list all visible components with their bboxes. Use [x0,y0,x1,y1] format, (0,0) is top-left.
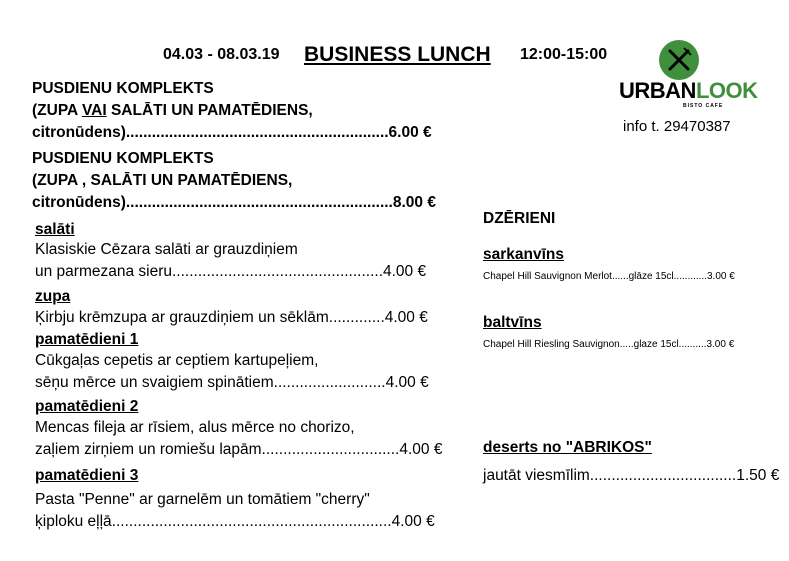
menu-item-price-line: un parmezana sieru.................................................4.00 € [35,263,427,280]
menu-item-price-line: Ķirbju krēmzupa ar grauzdiņiem un sēklām.............4.00 € [35,309,428,326]
section-heading-white-wine: baltvīns [483,314,542,331]
menu-item-desc: Cūkgaļas cepetis ar ceptiem kartupeļiem, [35,352,319,369]
menu-item-desc: Pasta "Penne" ar garnelēm un tomātiem "cherry" [35,491,370,508]
section-heading-main2: pamatēdieni 2 [35,398,139,415]
drinks-heading: DZĒRIENI [483,210,556,227]
menu-item-desc: Klasiskie Cēzara salāti ar grauzdiņiem [35,241,298,258]
brand-tagline: BISTO CAFE [683,103,724,109]
set2-title: PUSDIENU KOMPLEKTS [32,150,214,167]
brand-logo [619,78,758,104]
page-title: BUSINESS LUNCH [304,43,491,66]
section-heading-red-wine: sarkanvīns [483,246,564,263]
brand-look: LOOK [695,78,758,103]
drink-price-line: Chapel Hill Sauvignon Merlot......glāze 15cl............3.00 € [483,271,735,282]
lunch-hours: 12:00-15:00 [520,46,608,63]
section-heading-salati: salāti [35,221,75,238]
set1-title: PUSDIENU KOMPLEKTS [32,80,214,97]
menu-item-price-line: zaļiem zirņiem un romiešu lapām................................4.00 € [35,441,443,458]
menu-item-price-line: sēņu mērce un svaigiem spinātiem..........................4.00 € [35,374,429,391]
fork-knife-icon [659,40,699,80]
menu-item-price-line: ķiploku eļļā.................................................................4.00 € [35,513,435,530]
dessert-price-line: jautāt viesmīlim..................................1.50 € [483,467,780,484]
phone-info: info t. 29470387 [623,118,731,135]
section-heading-main1: pamatēdieni 1 [35,331,139,348]
drink-price-line: Chapel Hill Riesling Sauvignon.....glaze 15cl..........3.00 € [483,339,735,350]
menu-dates: 04.03 - 08.03.19 [163,46,280,63]
section-heading-desserts: deserts no "ABRIKOS" [483,439,652,456]
set2-price-line: citronūdens)..............................................................8.00 € [32,194,436,211]
set2-desc: (ZUPA , SALĀTI UN PAMATĒDIENS, [32,172,293,189]
menu-item-desc: Mencas fileja ar rīsiem, alus mērce no chorizo, [35,419,355,436]
set1-price-line: citronūdens).............................................................6.00 € [32,124,432,141]
section-heading-main3: pamatēdieni 3 [35,467,139,484]
brand-urban: URBAN [619,78,696,103]
set1-desc: (ZUPA VAI SALĀTI UN PAMATĒDIENS, [32,102,313,119]
section-heading-zupa: zupa [35,288,71,305]
